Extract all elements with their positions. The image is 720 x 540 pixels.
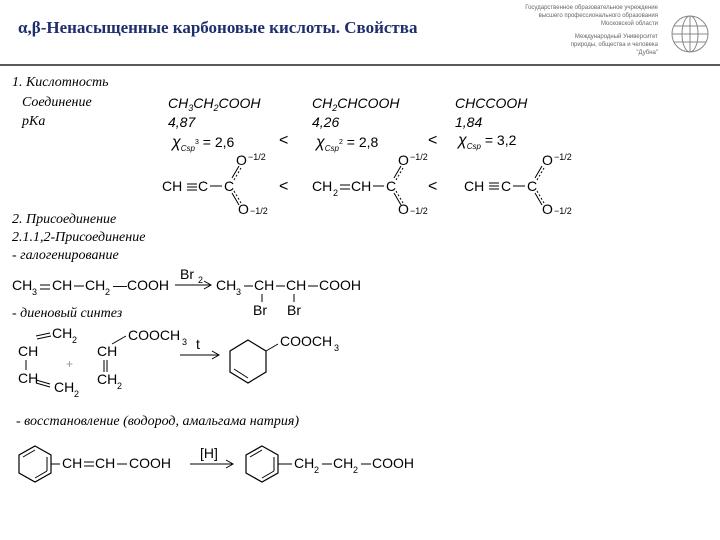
compound-3-formula: CHCCOOH xyxy=(455,95,528,111)
svg-text:CH: CH xyxy=(12,277,33,293)
svg-text:CH: CH xyxy=(464,178,485,194)
acidity-heading: 1. Кислотность xyxy=(12,75,109,90)
chi-3: $\chi_{Csp} = 3,2$ xyxy=(458,132,517,151)
addition-subheading: 2.1.1,2-Присоединение xyxy=(12,230,146,245)
svg-text:COOH: COOH xyxy=(129,455,171,471)
svg-text:O: O xyxy=(238,201,249,217)
university-caption: Государственное образовательное учреждение высшего профессионального образования Московской области Международный Университет природы, общества и человека "Дубна" xyxy=(525,5,658,56)
svg-text:C: C xyxy=(527,178,538,194)
svg-text:CH: CH xyxy=(254,277,275,293)
page-title: α,β-Ненасыщенные карбоновые кислоты. Свойства xyxy=(18,18,418,37)
compound-2-pka: 4,26 xyxy=(312,114,340,130)
svg-text:CH: CH xyxy=(97,371,118,387)
svg-text:CH: CH xyxy=(18,343,39,359)
svg-text:−1/2: −1/2 xyxy=(248,152,266,162)
heat-reagent: t xyxy=(196,336,200,352)
diels-alder-label: - диеновый синтез xyxy=(12,306,123,321)
svg-text:COOH: COOH xyxy=(127,277,169,293)
svg-text:CH: CH xyxy=(18,370,39,386)
compound-1-formula: $CH_3CH_2COOH$ xyxy=(168,95,261,113)
compound-2-formula: $CH_2CHCOOH$ xyxy=(312,95,400,113)
less-than-1: < xyxy=(279,132,289,149)
compound-1-pka: 4,87 xyxy=(168,114,196,130)
chi-1: $\chi_{Csp}^3 = 2,6$ xyxy=(172,134,235,153)
halogenation-label: - галогенирование xyxy=(12,248,119,263)
svg-text:−1/2: −1/2 xyxy=(410,206,428,216)
svg-text:COOCH: COOCH xyxy=(280,333,333,349)
svg-text:−1/2: −1/2 xyxy=(250,206,268,216)
svg-text:C: C xyxy=(224,178,235,194)
svg-text:—: — xyxy=(113,277,127,293)
svg-text:CH: CH xyxy=(333,455,354,471)
svg-text:2: 2 xyxy=(74,389,80,399)
svg-text:CH: CH xyxy=(162,178,183,194)
svg-text:COOCH: COOCH xyxy=(128,327,181,343)
svg-text:CH: CH xyxy=(216,277,237,293)
svg-text:2: 2 xyxy=(117,381,123,391)
svg-text:Br: Br xyxy=(287,302,301,318)
less-than-4: < xyxy=(428,178,438,195)
svg-text:2: 2 xyxy=(333,188,339,198)
svg-text:CH: CH xyxy=(62,455,83,471)
svg-text:3: 3 xyxy=(32,287,38,297)
svg-text:O: O xyxy=(398,201,409,217)
svg-text:C: C xyxy=(198,178,209,194)
svg-text:3: 3 xyxy=(334,343,340,353)
svg-text:CH: CH xyxy=(52,325,73,341)
compound-row-label: Соединение xyxy=(22,95,92,110)
svg-text:−1/2: −1/2 xyxy=(410,152,428,162)
svg-text:Br: Br xyxy=(253,302,267,318)
svg-text:CH: CH xyxy=(351,178,372,194)
reduction-scheme xyxy=(19,445,414,482)
hydrogen-reagent: [H] xyxy=(200,445,218,461)
less-than-3: < xyxy=(279,178,289,195)
chi-2: $\chi_{Csp}^2 = 2,8$ xyxy=(316,134,379,153)
svg-text:O: O xyxy=(236,152,247,168)
svg-text:+: + xyxy=(66,357,74,371)
svg-text:2: 2 xyxy=(72,335,78,345)
svg-text:CH: CH xyxy=(97,343,118,359)
svg-text:CH: CH xyxy=(286,277,307,293)
svg-text:C: C xyxy=(386,178,397,194)
svg-text:3: 3 xyxy=(182,337,188,347)
halogenation-scheme xyxy=(12,266,361,318)
svg-text:O: O xyxy=(542,201,553,217)
addition-heading: 2. Присоединение xyxy=(12,212,117,227)
svg-text:CH: CH xyxy=(85,277,106,293)
svg-text:3: 3 xyxy=(236,287,242,297)
svg-text:−1/2: −1/2 xyxy=(554,206,572,216)
diels-alder-scheme xyxy=(18,325,339,399)
compound-3-pka: 1,84 xyxy=(455,114,483,130)
svg-text:2: 2 xyxy=(105,287,111,297)
svg-text:O: O xyxy=(542,152,553,168)
bromine-reagent: Br xyxy=(180,266,194,282)
svg-text:2: 2 xyxy=(353,465,359,475)
svg-text:CH: CH xyxy=(312,178,333,194)
svg-text:CH: CH xyxy=(52,277,73,293)
svg-text:C: C xyxy=(501,178,512,194)
less-than-2: < xyxy=(428,132,438,149)
svg-text:O: O xyxy=(398,152,409,168)
pka-row-label: pKa xyxy=(22,114,46,129)
svg-text:COOH: COOH xyxy=(319,277,361,293)
svg-text:CH: CH xyxy=(294,455,315,471)
svg-text:2: 2 xyxy=(314,465,320,475)
reduction-label: - восстановление (водород, амальгама натрия) xyxy=(16,414,299,429)
svg-text:CH: CH xyxy=(95,455,116,471)
svg-text:−1/2: −1/2 xyxy=(554,152,572,162)
svg-text:2: 2 xyxy=(198,275,204,285)
svg-text:CH: CH xyxy=(54,379,75,395)
svg-text:COOH: COOH xyxy=(372,455,414,471)
